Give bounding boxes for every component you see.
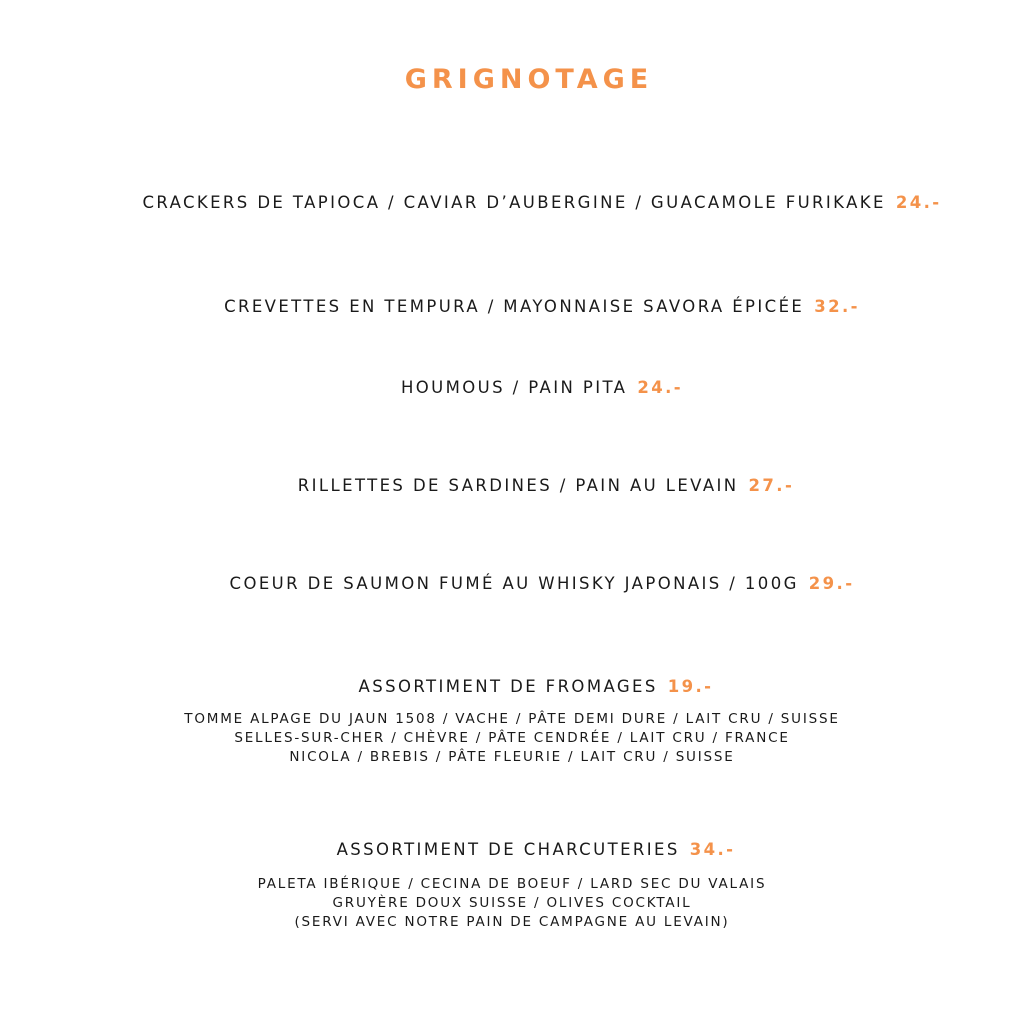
menu-item-price: 34.-	[689, 840, 736, 859]
menu-item-label: RILLETTES DE SARDINES / PAIN AU LEVAIN	[297, 476, 739, 495]
detail-line: (SERVI AVEC NOTRE PAIN DE CAMPAGNE AU LEVAIN)	[294, 914, 730, 930]
detail-line: PALETA IBÉRIQUE / CECINA DE BOEUF / LARD SEC DU VALAIS	[257, 876, 767, 892]
menu-item-details	[0, 875, 1024, 932]
menu-item-crevettes	[30, 297, 1024, 316]
menu-item-label: ASSORTIMENT DE FROMAGES	[358, 677, 658, 696]
menu-item-fromages	[24, 677, 1024, 696]
menu-item-price: 24.-	[637, 378, 684, 397]
menu-item-rillettes	[34, 476, 1024, 495]
detail-line: NICOLA / BREBIS / PÂTE FLEURIE / LAIT CRU / SUISSE	[289, 749, 735, 765]
menu-item-price: 29.-	[808, 574, 855, 593]
menu-item-label: CREVETTES EN TEMPURA / MAYONNAISE SAVORA ÉPICÉE	[224, 297, 805, 316]
menu-item-crackers	[30, 193, 1024, 212]
menu-item-price: 24.-	[895, 193, 942, 212]
menu-item-label: HOUMOUS / PAIN PITA	[400, 378, 628, 397]
detail-line: TOMME ALPAGE DU JAUN 1508 / VACHE / PÂTE DEMI DURE / LAIT CRU / SUISSE	[184, 711, 840, 727]
menu-item-price: 27.-	[748, 476, 795, 495]
menu-item-details	[0, 710, 1024, 767]
menu-item-charcuteries	[24, 840, 1024, 859]
menu-item-price: 19.-	[667, 677, 714, 696]
menu-item-houmous	[30, 378, 1024, 397]
detail-line: SELLES-SUR-CHER / CHÈVRE / PÂTE CENDRÉE / LAIT CRU / FRANCE	[234, 730, 790, 746]
menu-item-label: CRACKERS DE TAPIOCA / CAVIAR D’AUBERGINE / GUACAMOLE FURIKAKE	[142, 193, 886, 212]
menu-item-price: 32.-	[814, 297, 860, 316]
menu-item-label: COEUR DE SAUMON FUMÉ AU WHISKY JAPONAIS / 100G	[229, 574, 799, 593]
menu-item-saumon	[30, 574, 1024, 593]
menu-title: GRIGNOTAGE	[404, 64, 654, 95]
detail-line: GRUYÈRE DOUX SUISSE / OLIVES COCKTAIL	[332, 895, 692, 911]
menu-item-label: ASSORTIMENT DE CHARCUTERIES	[336, 840, 680, 859]
